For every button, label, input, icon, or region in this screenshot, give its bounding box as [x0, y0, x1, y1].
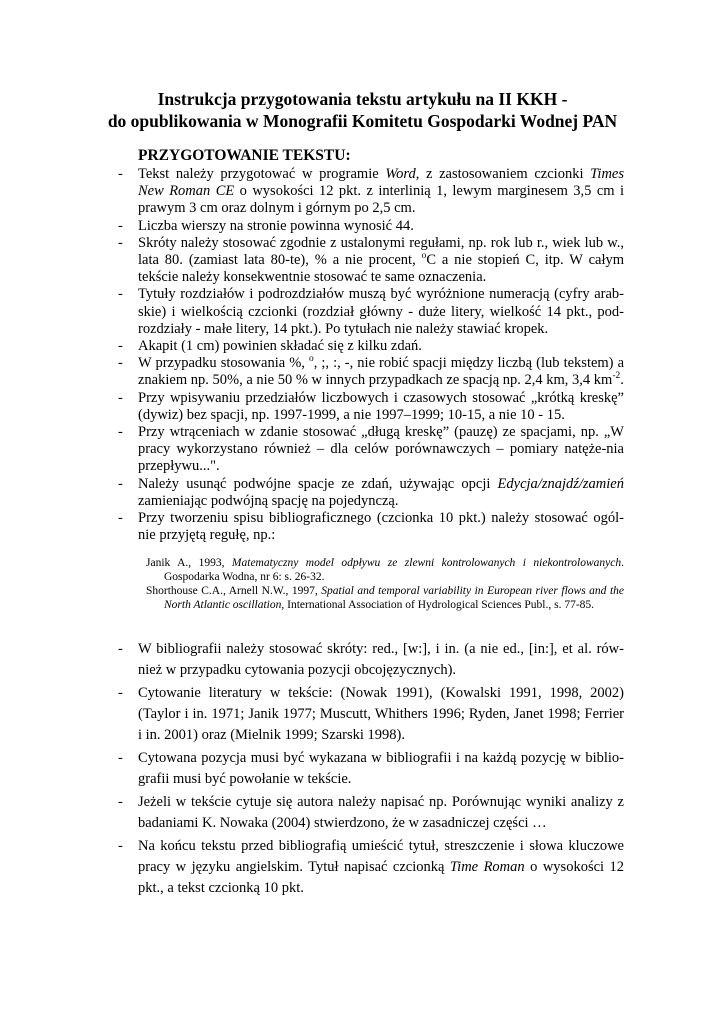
- list-item: [118, 234, 624, 287]
- bibliography-examples: [146, 556, 624, 612]
- exponent-superscript: -2: [612, 371, 621, 382]
- reference-source: , International Association of Hydrological Sciences Publ., s. 77-85.: [281, 599, 595, 611]
- list-item: [118, 748, 624, 790]
- bullet-marker: -: [118, 475, 123, 492]
- list-item: [118, 389, 624, 424]
- text-run: o wysokości 12 pkt., a tekst czcionką 10 pkt.: [138, 859, 625, 896]
- bullet-marker: -: [118, 286, 123, 303]
- bullet-marker: -: [118, 217, 123, 234]
- text-run: Jeżeli w tekście cytuje się autora należy napisać np. Porównując wyniki analizy z badaniami K. Nowaka (2004) stwierdzono, że w zasadniczej części …: [138, 794, 624, 831]
- bullet-marker: -: [118, 389, 123, 406]
- text-run: Cytowana pozycja musi być wykazana w bibliografii i na każdą pozycję w biblio-grafii musi być powołanie w tekście.: [138, 750, 624, 787]
- menu-option-name: Edycja/znajdź/zamień: [497, 475, 624, 492]
- text-run: , ;, :, -, nie robić spacji między liczbą (lub tekstem) a znakiem np. 50%, a nie 50 % w innych przypadkach ze spacją np. 2,4 km, 3,4 km: [138, 355, 625, 389]
- bullet-marker: -: [118, 424, 123, 441]
- text-run: Na końcu tekstu przed bibliografią umieścić tytuł, streszczenie i słowa kluczowe pracy w języku angielskim. Tytuł napisać czcionką: [138, 838, 624, 875]
- text-run: zamieniając podwójną spację na pojedynczą.: [138, 492, 399, 509]
- program-name: Word: [385, 166, 416, 182]
- instruction-list: [118, 166, 625, 544]
- reference-author: Janik A., 1993,: [146, 557, 232, 569]
- bullet-marker: -: [118, 510, 123, 527]
- degree-superscript: o: [421, 251, 427, 262]
- bullet-marker: -: [118, 838, 123, 854]
- reference-title: Matematyczny model odpływu ze zlewni kontrolowanych i niekontrolowanych: [231, 557, 622, 569]
- text-run: Tytuły rozdziałów i podrozdziałów muszą być wyróżnione numeracją (cyfry arab-skie) i wielkością czcionki (rozdział główny - duże litery, wielkość 14 pkt., pod-rozdziały - małe litery, 14 pkt.). Po tytułach nie należy stawiać kropek.: [138, 286, 624, 337]
- text-run: Skróty należy stosować zgodnie z ustalonymi regułami, np. rok lub r., wiek lub w., lata 80. (zamiast lata 80-te), % a nie procent,: [138, 234, 624, 269]
- text-run: Należy usunąć podwójne spacje ze zdań, używając opcji: [138, 475, 498, 492]
- bullet-marker: -: [118, 166, 123, 182]
- list-item: [118, 475, 624, 510]
- list-item: [118, 354, 625, 389]
- text-run: .: [620, 372, 624, 389]
- text-run: C a nie stopień C, itp. W całym tekście należy konsekwentnie stosować te same oznaczenia.: [138, 252, 624, 286]
- list-item: [118, 683, 624, 746]
- citation-rules-list: [118, 637, 625, 899]
- text-run: Cytowanie literatury w tekście: (Nowak 1991), (Kowalski 1991, 1998, 2002) (Taylor i in. 1971; Janik 1977; Muscutt, Whithers 1996; Ryden, Janet 1998; Ferrier i in. 2001) oraz (Mielnik 1999; Szarski 1998).: [138, 685, 624, 743]
- bullet-marker: -: [118, 794, 123, 810]
- list-item: [118, 338, 624, 355]
- list-item: [118, 217, 624, 235]
- text-run: Akapit (1 cm) powinien składać się z kilku zdań.: [138, 338, 422, 355]
- text-run: Tekst należy przygotować w programie: [138, 166, 386, 182]
- font-name: Time Roman: [449, 859, 525, 875]
- document-title-line-1: Instrukcja przygotowania tekstu artykułu na II KKH -: [157, 89, 568, 109]
- list-item: [118, 286, 624, 338]
- bullet-marker: -: [118, 338, 123, 355]
- bullet-marker: -: [118, 641, 123, 657]
- text-run: W bibliografii należy stosować skróty: red., [w:], i in. (a nie ed., [in:], et al. rów-nież w przypadku cytowania pozycji obcojęzycznych).: [138, 641, 624, 678]
- text-run: , z zastosowaniem czcionki: [415, 166, 591, 182]
- document-title-line-2: do opublikowania w Monografii Komitetu Gospodarki Wodnej PAN: [107, 111, 618, 131]
- list-item: [118, 792, 624, 834]
- list-item: [118, 510, 624, 544]
- reference-source: . Gospodarka Wodna, nr 6: s. 26-32.: [164, 557, 624, 583]
- text-run: Przy wtrąceniach w zdanie stosować „długą kreskę” (pauzę) ze spacjami, np. „W pracy wykorzystano również – dla celów porównawczych – pomiary natęże-nia przepływu...".: [138, 424, 624, 475]
- reference-author: Shorthouse C.A., Arnell N.W., 1997,: [146, 585, 322, 597]
- list-item: [118, 639, 624, 681]
- text-run: Przy tworzeniu spisu bibliograficznego (czcionka 10 pkt.) należy stosować ogól-nie przyjętą regułę, np.:: [138, 510, 624, 544]
- list-item: [118, 424, 624, 476]
- text-run: Przy wpisywaniu przedziałów liczbowych i czasowych stosować „krótką kreskę” (dywiz) bez spacji, np. 1997-1999, a nie 1997–1999; 10-15, a nie 10 - 15.: [138, 389, 624, 423]
- bullet-marker: -: [118, 685, 123, 701]
- list-item: [118, 836, 625, 899]
- degree-superscript: o: [308, 354, 314, 365]
- text-run: W przypadku stosowania %,: [138, 355, 309, 372]
- font-name: Times New Roman CE: [138, 166, 624, 200]
- list-item: [118, 166, 624, 218]
- bullet-marker: -: [118, 355, 123, 372]
- bullet-marker: -: [118, 234, 123, 251]
- reference-entry: [146, 556, 624, 584]
- text-run: o wysokości 12 pkt. z interlinią 1, lewym marginesem 3,5 cm i prawym 3 cm oraz dolnym i górnym po 2,5 cm.: [138, 183, 624, 217]
- reference-entry: [146, 584, 624, 612]
- text-run: Liczba wierszy na stronie powinna wynosić 44.: [138, 217, 414, 234]
- bullet-marker: -: [118, 750, 123, 766]
- section-heading: PRZYGOTOWANIE TEKSTU:: [138, 147, 351, 164]
- reference-title: Spatial and temporal variability in European river flows and the North Atlantic oscillation: [164, 585, 624, 611]
